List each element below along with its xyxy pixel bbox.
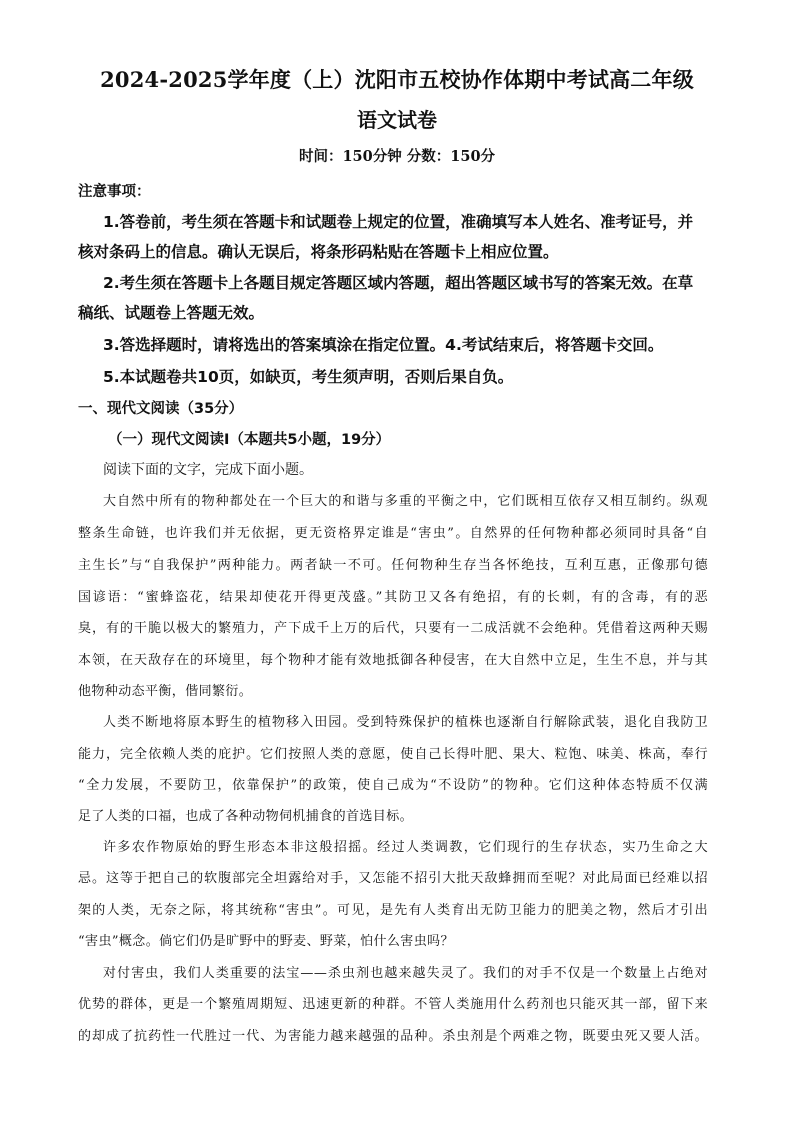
passage-line: 主生长”与“自我保护”两种能力。两者缺一不可。任何物种生存当各怀绝技，互利互惠，正像那句德 <box>78 558 708 573</box>
notice-line: 1.答卷前，考生须在答题卡和试题卷上规定的位置，准确填写本人姓名、准考证号，并 <box>103 213 694 231</box>
passage-line: “全力发展，不要防卫，依靠保护”的政策，使自己成为“不设防”的物种。它们这种体态特质不仅满 <box>78 778 708 793</box>
passage-line: 臭，有的干脆以极大的繁殖力，产下成千上万的后代，只要有一二成活就不会绝种。凭借着这两种天赐 <box>78 621 708 636</box>
sub-section-heading: （一）现代文阅读Ⅰ（本题共5小题，19分） <box>108 432 391 448</box>
time-score-line: 时间：150分钟 分数：150分 <box>298 148 496 165</box>
notice-line: 3.答选择题时，请将选出的答案填涂在指定位置。4.考试结束后，将答题卡交回。 <box>103 336 664 354</box>
passage-line: 的却成了抗药性一代胜过一代、为害能力越来越强的品种。杀虫剂是个两难之物，既要虫死又要人活。 <box>78 1029 708 1044</box>
passage-line: 国谚语：“蜜蜂盗花，结果却使花开得更茂盛。”其防卫又各有绝招，有的长刺，有的含毒，有的恶 <box>78 590 708 605</box>
passage-line: 忌。这等于把自己的软腹部完全坦露给对手，又怎能不招引大批天敌蜂拥而至呢？对此局面已经难以招 <box>78 871 708 886</box>
notice-line: 稿纸、试题卷上答题无效。 <box>78 304 265 322</box>
passage-line: 他物种动态平衡，偕同繁衍。 <box>78 684 253 699</box>
passage-line: 足了人类的口福，也成了各种动物伺机捕食的首选目标。 <box>78 809 414 824</box>
notice-line: 2.考生须在答题卡上各题目规定答题区域内答题，超出答题区域书写的答案无效。在草 <box>103 274 694 292</box>
passage-line: 大自然中所有的物种都处在一个巨大的和谐与多重的平衡之中，它们既相互依存又相互制约。纵观 <box>103 494 708 509</box>
notice-line: 5.本试题卷共10页，如缺页，考生须声明，否则后果自负。 <box>103 368 514 386</box>
passage-line: 人类不断地将原本野生的植物移入田园。受到特殊保护的植株也逐渐自行解除武装，退化自我防卫 <box>103 715 708 730</box>
passage-line: 许多农作物原始的野生形态本非这般招摇。经过人类调教，它们现行的生存状态，实乃生命之大 <box>103 840 708 855</box>
passage-line: 能力，完全依赖人类的庇护。它们按照人类的意愿，使自己长得叶肥、果大、粒饱、味美、株高，奉行 <box>78 747 708 762</box>
passage-line: “害虫”概念。倘它们仍是旷野中的野麦、野菜，怕什么害虫吗？ <box>78 934 454 949</box>
passage-line: 整条生命链，也许我们并无依据，更无资格界定谁是“害虫”。自然界的任何物种都必须同时具备“自 <box>78 526 708 541</box>
passage-line: 本领，在天敌存在的环境里，每个物种才能有效地抵御各种侵害，在大自然中立足，生生不息，并与其 <box>78 653 708 668</box>
passage-line: 架的人类，无奈之际，将其统称“害虫”。可见，是先有人类育出无防卫能力的肥美之物，然后才引出 <box>78 903 708 918</box>
section-heading: 一、现代文阅读（35分） <box>78 401 244 417</box>
notice-heading: 注意事项： <box>78 184 151 200</box>
exam-subtitle: 语文试卷 <box>357 108 437 132</box>
exam-title: 2024-2025学年度（上）沈阳市五校协作体期中考试高二年级 <box>100 67 694 92</box>
passage-line: 优势的群体，更是一个繁殖周期短、迅速更新的种群。不管人类施用什么药剂也只能灭其一部，留下来 <box>78 997 708 1012</box>
reading-instruction: 阅读下面的文字，完成下面小题。 <box>103 462 313 478</box>
notice-line: 核对条码上的信息。确认无误后，将条形码粘贴在答题卡上相应位置。 <box>78 243 559 261</box>
passage-line: 对付害虫，我们人类重要的法宝——杀虫剂也越来越失灵了。我们的对手不仅是一个数量上占绝对 <box>103 966 708 981</box>
